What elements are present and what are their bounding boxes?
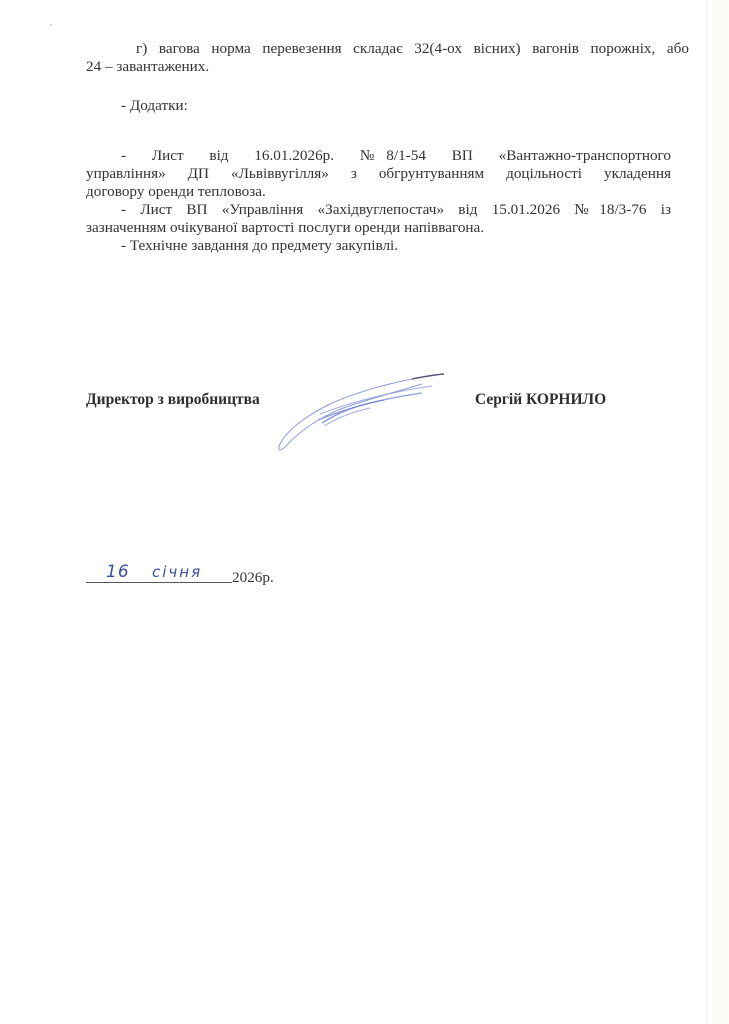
attachment-1-line1: - Лист від 16.01.2026р. №8/1-54 ВП «Вантажно-транспортного [121, 147, 671, 164]
date-year: 2026р. [232, 569, 274, 586]
handwritten-signature [272, 368, 452, 463]
attachment-3-line1: - Технічне завдання до предмету закупівлі. [121, 237, 399, 254]
attachments-heading: - Додатки: [121, 97, 188, 114]
scan-artifact [50, 24, 52, 26]
date-month-handwritten: січня [152, 563, 203, 581]
paragraph-g-line1: г) вагова норма перевезення складає 32(4-ох вісних) вагонів порожніх, або [136, 40, 689, 57]
signature-icon [272, 368, 452, 458]
page-edge [706, 0, 729, 1024]
signatory-position: Директор з виробництва [86, 391, 260, 408]
attachment-1-line2: управління» ДП «Львіввугілля» з обгрунтуванням доцільності укладення [86, 165, 671, 182]
signatory-name: Сергій КОРНИЛО [475, 391, 607, 408]
paragraph-g-line2: 24 – завантажених. [86, 58, 210, 75]
date-underline [86, 582, 232, 583]
attachment-2-line2: зазначенням очікуваної вартості послуги оренди напіввагона. [86, 219, 485, 236]
attachment-1-line3: договору оренди тепловоза. [86, 183, 266, 200]
date-day-handwritten: 16 [106, 562, 130, 582]
attachment-2-line1: - Лист ВП «Управління «Західвуглепостач» від 15.01.2026 №18/3-76 із [121, 201, 671, 218]
